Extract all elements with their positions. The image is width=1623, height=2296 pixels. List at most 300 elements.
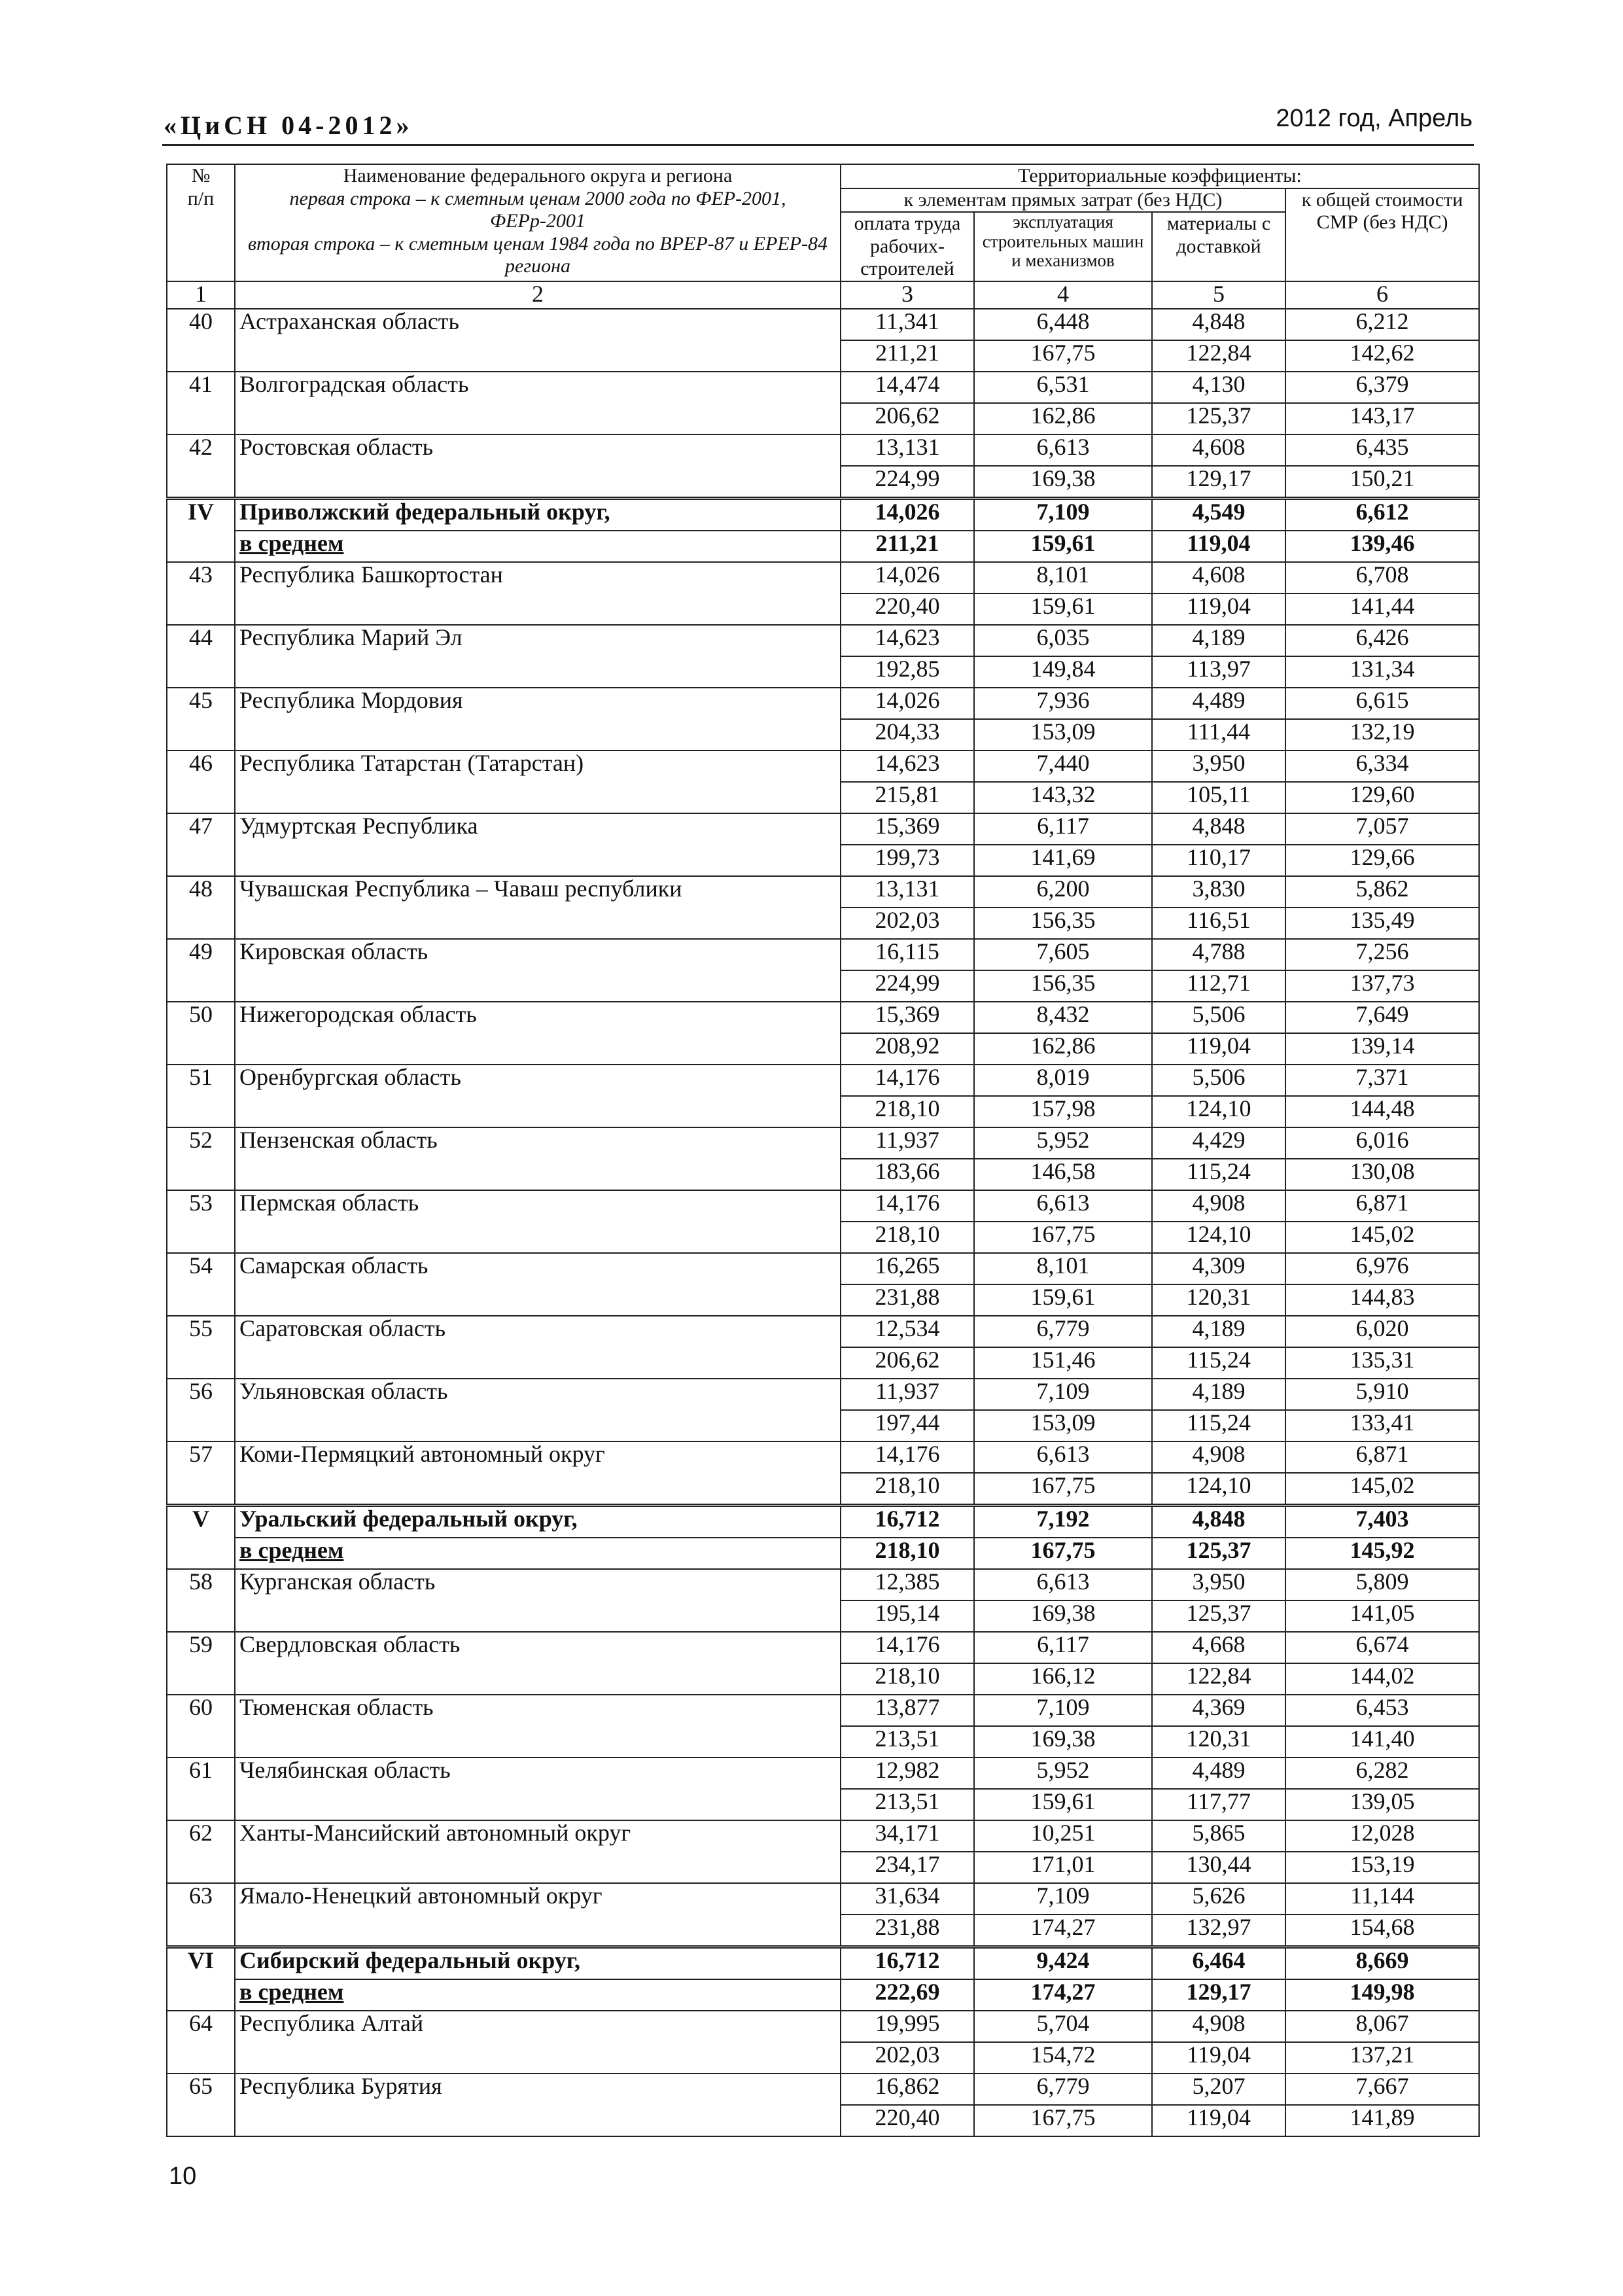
coefficient-cell: 15,369 xyxy=(841,813,974,845)
coefficient-cell: 119,04 xyxy=(1152,593,1285,625)
region-name-cell: Республика Татарстан (Татарстан) xyxy=(235,751,841,813)
region-row-2000-prices xyxy=(167,562,1479,593)
coefficient-cell: 6,448 xyxy=(974,309,1152,340)
row-number-cell: 62 xyxy=(167,1820,235,1883)
coefficient-cell: 8,669 xyxy=(1285,1947,1479,1979)
coefficient-cell: 34,171 xyxy=(841,1820,974,1852)
region-name-cell: Республика Башкортостан xyxy=(235,562,841,625)
coefficient-cell: 137,73 xyxy=(1285,970,1479,1002)
coefficient-cell: 5,865 xyxy=(1152,1820,1285,1852)
coefficient-cell: 169,38 xyxy=(974,466,1152,499)
coefficient-cell: 6,212 xyxy=(1285,309,1479,340)
row-number-cell: 61 xyxy=(167,1757,235,1820)
coefficient-cell: 7,936 xyxy=(974,688,1152,719)
coefficient-cell: 129,17 xyxy=(1152,1979,1285,2011)
coefficient-cell: 208,92 xyxy=(841,1033,974,1065)
coefficient-cell: 19,995 xyxy=(841,2011,974,2042)
coefficient-cell: 162,86 xyxy=(974,403,1152,434)
coefficient-cell: 159,61 xyxy=(974,593,1152,625)
region-name-cell: Коми-Пермяцкий автономный округ xyxy=(235,1441,841,1506)
coefficient-cell: 130,44 xyxy=(1152,1852,1285,1883)
coefficient-cell: 4,848 xyxy=(1152,1505,1285,1538)
row-number-cell: 57 xyxy=(167,1441,235,1506)
coefficient-cell: 222,69 xyxy=(841,1979,974,2011)
region-name-cell: Республика Алтай xyxy=(235,2011,841,2074)
coefficient-cell: 139,05 xyxy=(1285,1789,1479,1820)
coefficient-cell: 122,84 xyxy=(1152,1663,1285,1695)
coefficient-cell: 7,667 xyxy=(1285,2074,1479,2105)
region-name-cell: Ульяновская область xyxy=(235,1379,841,1441)
coefficient-cell: 115,24 xyxy=(1152,1159,1285,1190)
row-number-cell: 47 xyxy=(167,813,235,876)
coefficient-cell: 204,33 xyxy=(841,719,974,751)
coefficient-cell: 16,265 xyxy=(841,1253,974,1284)
coefficient-cell: 218,10 xyxy=(841,1222,974,1253)
coefficient-cell: 11,144 xyxy=(1285,1883,1479,1915)
coefficient-cell: 202,03 xyxy=(841,908,974,939)
coefficient-cell: 167,75 xyxy=(974,1222,1152,1253)
coefficient-cell: 144,02 xyxy=(1285,1663,1479,1695)
coefficient-cell: 8,067 xyxy=(1285,2011,1479,2042)
coefficient-cell: 129,66 xyxy=(1285,845,1479,876)
row-number-cell: 54 xyxy=(167,1253,235,1316)
coefficient-cell: 105,11 xyxy=(1152,782,1285,813)
coefficient-cell: 14,623 xyxy=(841,751,974,782)
column-number-cell: 1 xyxy=(167,281,235,309)
coefficient-cell: 143,17 xyxy=(1285,403,1479,434)
col-header-region xyxy=(235,164,841,281)
coefficient-cell: 159,61 xyxy=(974,531,1152,562)
district-name-suffix-cell: в среднем xyxy=(235,1538,841,1569)
coefficient-cell: 206,62 xyxy=(841,1347,974,1379)
coefficient-cell: 31,634 xyxy=(841,1883,974,1915)
coefficient-cell: 112,71 xyxy=(1152,970,1285,1002)
region-row-2000-prices xyxy=(167,1190,1479,1222)
coefficient-cell: 124,10 xyxy=(1152,1096,1285,1127)
coefficient-cell: 5,862 xyxy=(1285,876,1479,908)
coefficient-cell: 7,605 xyxy=(974,939,1152,970)
district-name-cell: Приволжский федеральный округ, xyxy=(235,498,841,531)
region-row-2000-prices xyxy=(167,1316,1479,1347)
region-row-2000-prices xyxy=(167,751,1479,782)
region-row-2000-prices xyxy=(167,1820,1479,1852)
coefficient-cell: 156,35 xyxy=(974,970,1152,1002)
district-name-suffix-cell: в среднем xyxy=(235,531,841,562)
district-name-cell: Уральский федеральный округ, xyxy=(235,1505,841,1538)
coefficient-cell: 157,98 xyxy=(974,1096,1152,1127)
coefficient-cell: 153,19 xyxy=(1285,1852,1479,1883)
district-row-2000-prices xyxy=(167,1505,1479,1538)
coefficient-cell: 7,649 xyxy=(1285,1002,1479,1033)
coefficient-cell: 171,01 xyxy=(974,1852,1152,1883)
region-row-2000-prices xyxy=(167,1441,1479,1473)
row-number-cell: 50 xyxy=(167,1002,235,1065)
region-name-cell: Ямало-Ненецкий автономный округ xyxy=(235,1883,841,1947)
region-row-2000-prices xyxy=(167,1757,1479,1789)
region-row-2000-prices xyxy=(167,2074,1479,2105)
coefficient-cell: 149,84 xyxy=(974,656,1152,688)
coefficient-cell: 5,506 xyxy=(1152,1065,1285,1096)
col-header-labor: оплата труда рабочих-строителей xyxy=(841,212,974,281)
coefficient-cell: 197,44 xyxy=(841,1410,974,1441)
coefficient-cell: 16,115 xyxy=(841,939,974,970)
district-row-1984-prices xyxy=(167,1538,1479,1569)
region-row-2000-prices xyxy=(167,939,1479,970)
coefficient-cell: 141,40 xyxy=(1285,1726,1479,1757)
coefficient-cell: 119,04 xyxy=(1152,2105,1285,2136)
row-number-cell: 63 xyxy=(167,1883,235,1947)
coefficient-cell: 116,51 xyxy=(1152,908,1285,939)
row-number-cell: 53 xyxy=(167,1190,235,1253)
coefficient-cell: 10,251 xyxy=(974,1820,1152,1852)
coefficient-cell: 153,09 xyxy=(974,719,1152,751)
coefficient-cell: 211,21 xyxy=(841,531,974,562)
coefficient-cell: 4,848 xyxy=(1152,309,1285,340)
district-name-cell: Сибирский федеральный округ, xyxy=(235,1947,841,1979)
coefficient-cell: 12,534 xyxy=(841,1316,974,1347)
col-header-direct-costs: к элементам прямых затрат (без НДС) xyxy=(841,188,1285,213)
coefficient-cell: 231,88 xyxy=(841,1915,974,1947)
coefficient-cell: 5,952 xyxy=(974,1757,1152,1789)
column-numbers-row xyxy=(167,281,1479,309)
coefficient-cell: 231,88 xyxy=(841,1284,974,1316)
coefficient-cell: 9,424 xyxy=(974,1947,1152,1979)
region-name-cell: Астраханская область xyxy=(235,309,841,372)
coefficient-cell: 133,41 xyxy=(1285,1410,1479,1441)
coefficient-cell: 125,37 xyxy=(1152,403,1285,434)
coefficient-cell: 6,117 xyxy=(974,813,1152,845)
coefficient-cell: 4,189 xyxy=(1152,1379,1285,1410)
column-number-cell: 2 xyxy=(235,281,841,309)
coefficient-cell: 16,712 xyxy=(841,1505,974,1538)
coefficient-cell: 192,85 xyxy=(841,656,974,688)
document-code: «ЦиСН 04-2012» xyxy=(164,111,413,140)
coefficient-cell: 143,32 xyxy=(974,782,1152,813)
region-row-2000-prices xyxy=(167,813,1479,845)
coefficient-cell: 7,109 xyxy=(974,498,1152,531)
coefficient-cell: 167,75 xyxy=(974,2105,1152,2136)
coefficient-cell: 115,24 xyxy=(1152,1347,1285,1379)
coefficient-cell: 7,109 xyxy=(974,1695,1152,1726)
coefficient-cell: 137,21 xyxy=(1285,2042,1479,2074)
coefficient-cell: 124,10 xyxy=(1152,1473,1285,1506)
coefficient-cell: 213,51 xyxy=(841,1789,974,1820)
coefficient-cell: 14,176 xyxy=(841,1632,974,1663)
coefficient-cell: 151,46 xyxy=(974,1347,1152,1379)
region-row-2000-prices xyxy=(167,434,1479,466)
coefficient-cell: 6,435 xyxy=(1285,434,1479,466)
row-number-cell: 45 xyxy=(167,688,235,751)
coefficient-cell: 5,952 xyxy=(974,1127,1152,1159)
coefficient-cell: 14,176 xyxy=(841,1441,974,1473)
coefficient-cell: 153,09 xyxy=(974,1410,1152,1441)
row-number-cell: 58 xyxy=(167,1569,235,1632)
coefficient-cell: 166,12 xyxy=(974,1663,1152,1695)
region-name-cell: Волгоградская область xyxy=(235,372,841,434)
region-row-2000-prices xyxy=(167,1065,1479,1096)
col-header-number-line1: № xyxy=(191,165,211,186)
coefficient-cell: 7,192 xyxy=(974,1505,1152,1538)
coefficient-cell: 11,341 xyxy=(841,309,974,340)
col-header-total-cost: к общей стоимости СМР (без НДС) xyxy=(1285,188,1479,281)
row-number-cell: VI xyxy=(167,1947,235,2011)
coefficient-cell: 3,830 xyxy=(1152,876,1285,908)
coefficients-table xyxy=(166,164,1480,2137)
coefficient-cell: 6,615 xyxy=(1285,688,1479,719)
coefficient-cell: 6,613 xyxy=(974,1441,1152,1473)
coefficient-cell: 4,189 xyxy=(1152,625,1285,656)
coefficient-cell: 167,75 xyxy=(974,1538,1152,1569)
coefficient-cell: 125,37 xyxy=(1152,1600,1285,1632)
col-header-coefficients: Территориальные коэффициенты: xyxy=(841,164,1479,188)
coefficient-cell: 5,704 xyxy=(974,2011,1152,2042)
coefficient-cell: 14,026 xyxy=(841,498,974,531)
coefficient-cell: 11,937 xyxy=(841,1127,974,1159)
region-row-2000-prices xyxy=(167,2011,1479,2042)
column-number-cell: 3 xyxy=(841,281,974,309)
region-row-2000-prices xyxy=(167,309,1479,340)
coefficient-cell: 145,02 xyxy=(1285,1473,1479,1506)
coefficient-cell: 144,83 xyxy=(1285,1284,1479,1316)
coefficient-cell: 132,97 xyxy=(1152,1915,1285,1947)
coefficient-cell: 125,37 xyxy=(1152,1538,1285,1569)
coefficient-cell: 162,86 xyxy=(974,1033,1152,1065)
row-number-cell: 64 xyxy=(167,2011,235,2074)
coefficient-cell: 6,035 xyxy=(974,625,1152,656)
coefficient-cell: 7,109 xyxy=(974,1379,1152,1410)
coefficient-cell: 13,131 xyxy=(841,434,974,466)
coefficient-cell: 120,31 xyxy=(1152,1284,1285,1316)
header-divider xyxy=(162,144,1474,146)
coefficient-cell: 211,21 xyxy=(841,340,974,372)
page-number: 10 xyxy=(169,2163,197,2190)
column-number-cell: 6 xyxy=(1285,281,1479,309)
coefficient-cell: 8,101 xyxy=(974,562,1152,593)
row-number-cell: 43 xyxy=(167,562,235,625)
coefficient-cell: 3,950 xyxy=(1152,751,1285,782)
coefficient-cell: 218,10 xyxy=(841,1538,974,1569)
region-row-2000-prices xyxy=(167,1253,1479,1284)
coefficient-cell: 202,03 xyxy=(841,2042,974,2074)
coefficient-cell: 4,369 xyxy=(1152,1695,1285,1726)
coefficient-cell: 8,101 xyxy=(974,1253,1152,1284)
coefficient-cell: 6,674 xyxy=(1285,1632,1479,1663)
coefficient-cell: 195,14 xyxy=(841,1600,974,1632)
coefficient-cell: 110,17 xyxy=(1152,845,1285,876)
region-name-cell: Ростовская область xyxy=(235,434,841,499)
coefficient-cell: 6,117 xyxy=(974,1632,1152,1663)
coefficient-cell: 220,40 xyxy=(841,2105,974,2136)
coefficient-cell: 206,62 xyxy=(841,403,974,434)
coefficient-cell: 113,97 xyxy=(1152,656,1285,688)
coefficient-cell: 115,24 xyxy=(1152,1410,1285,1441)
region-name-cell: Кировская область xyxy=(235,939,841,1002)
coefficient-cell: 14,474 xyxy=(841,372,974,403)
coefficient-cell: 6,976 xyxy=(1285,1253,1479,1284)
coefficient-cell: 4,549 xyxy=(1152,498,1285,531)
coefficient-cell: 7,256 xyxy=(1285,939,1479,970)
district-row-1984-prices xyxy=(167,1979,1479,2011)
region-row-2000-prices xyxy=(167,1569,1479,1600)
coefficient-cell: 129,60 xyxy=(1285,782,1479,813)
coefficient-cell: 7,403 xyxy=(1285,1505,1479,1538)
coefficient-cell: 6,020 xyxy=(1285,1316,1479,1347)
coefficient-cell: 224,99 xyxy=(841,970,974,1002)
coefficient-cell: 4,608 xyxy=(1152,562,1285,593)
coefficient-cell: 6,200 xyxy=(974,876,1152,908)
coefficient-cell: 141,69 xyxy=(974,845,1152,876)
coefficient-cell: 169,38 xyxy=(974,1726,1152,1757)
region-name-cell: Челябинская область xyxy=(235,1757,841,1820)
document-date: 2012 год, Апрель xyxy=(1276,105,1473,132)
row-number-cell: 44 xyxy=(167,625,235,688)
coefficient-cell: 4,608 xyxy=(1152,434,1285,466)
row-number-cell: 48 xyxy=(167,876,235,939)
coefficient-cell: 12,385 xyxy=(841,1569,974,1600)
coefficient-cell: 14,026 xyxy=(841,688,974,719)
coefficient-cell: 14,623 xyxy=(841,625,974,656)
region-name-cell: Республика Бурятия xyxy=(235,2074,841,2136)
coefficient-cell: 4,668 xyxy=(1152,1632,1285,1663)
coefficient-cell: 6,612 xyxy=(1285,498,1479,531)
coefficient-cell: 4,130 xyxy=(1152,372,1285,403)
coefficient-cell: 6,871 xyxy=(1285,1441,1479,1473)
region-name-cell: Республика Мордовия xyxy=(235,688,841,751)
region-row-2000-prices xyxy=(167,876,1479,908)
coefficient-cell: 159,61 xyxy=(974,1284,1152,1316)
coefficient-cell: 156,35 xyxy=(974,908,1152,939)
table-body xyxy=(167,309,1479,2136)
coefficient-cell: 14,176 xyxy=(841,1190,974,1222)
coefficient-cell: 146,58 xyxy=(974,1159,1152,1190)
region-name-cell: Курганская область xyxy=(235,1569,841,1632)
district-row-2000-prices xyxy=(167,1947,1479,1979)
coefficient-cell: 6,531 xyxy=(974,372,1152,403)
region-name-cell: Пензенская область xyxy=(235,1127,841,1190)
coefficient-cell: 6,426 xyxy=(1285,625,1479,656)
region-row-2000-prices xyxy=(167,625,1479,656)
column-number-cell: 4 xyxy=(974,281,1152,309)
coefficient-cell: 119,04 xyxy=(1152,2042,1285,2074)
region-name-cell: Саратовская область xyxy=(235,1316,841,1379)
col-header-number-line2: п/п xyxy=(187,187,215,209)
region-name-cell: Ханты-Мансийский автономный округ xyxy=(235,1820,841,1883)
coefficient-cell: 149,98 xyxy=(1285,1979,1479,2011)
region-row-2000-prices xyxy=(167,1695,1479,1726)
coefficient-cell: 12,982 xyxy=(841,1757,974,1789)
coefficient-cell: 15,369 xyxy=(841,1002,974,1033)
coefficient-cell: 6,282 xyxy=(1285,1757,1479,1789)
coefficient-cell: 234,17 xyxy=(841,1852,974,1883)
region-name-cell: Свердловская область xyxy=(235,1632,841,1695)
coefficient-cell: 135,49 xyxy=(1285,908,1479,939)
coefficient-cell: 8,019 xyxy=(974,1065,1152,1096)
region-name-cell: Оренбургская область xyxy=(235,1065,841,1127)
coefficient-cell: 154,72 xyxy=(974,2042,1152,2074)
coefficient-cell: 14,026 xyxy=(841,562,974,593)
coefficient-cell: 5,626 xyxy=(1152,1883,1285,1915)
coefficient-cell: 6,613 xyxy=(974,434,1152,466)
row-number-cell: 41 xyxy=(167,372,235,434)
coefficient-cell: 167,75 xyxy=(974,1473,1152,1506)
region-row-2000-prices xyxy=(167,1632,1479,1663)
coefficient-cell: 4,908 xyxy=(1152,2011,1285,2042)
col-header-number xyxy=(167,164,235,281)
coefficient-cell: 141,44 xyxy=(1285,593,1479,625)
coefficient-cell: 5,207 xyxy=(1152,2074,1285,2105)
coefficient-cell: 6,334 xyxy=(1285,751,1479,782)
coefficient-cell: 159,61 xyxy=(974,1789,1152,1820)
coefficient-cell: 167,75 xyxy=(974,340,1152,372)
district-row-2000-prices xyxy=(167,498,1479,531)
coefficient-cell: 6,613 xyxy=(974,1569,1152,1600)
row-number-cell: 56 xyxy=(167,1379,235,1441)
coefficient-cell: 139,46 xyxy=(1285,531,1479,562)
region-row-2000-prices xyxy=(167,1379,1479,1410)
district-name-suffix-cell: в среднем xyxy=(235,1979,841,2011)
coefficient-cell: 224,99 xyxy=(841,466,974,499)
coefficient-cell: 154,68 xyxy=(1285,1915,1479,1947)
coefficient-cell: 6,453 xyxy=(1285,1695,1479,1726)
coefficient-cell: 4,908 xyxy=(1152,1441,1285,1473)
row-number-cell: 52 xyxy=(167,1127,235,1190)
coefficient-cell: 119,04 xyxy=(1152,1033,1285,1065)
coefficient-cell: 150,21 xyxy=(1285,466,1479,499)
coefficient-cell: 6,871 xyxy=(1285,1190,1479,1222)
coefficient-cell: 16,712 xyxy=(841,1947,974,1979)
coefficient-cell: 16,862 xyxy=(841,2074,974,2105)
coefficient-cell: 145,92 xyxy=(1285,1538,1479,1569)
col-header-machines: эксплуатация строительных машин и механизмов xyxy=(974,212,1152,281)
coefficient-cell: 199,73 xyxy=(841,845,974,876)
coefficient-cell: 218,10 xyxy=(841,1663,974,1695)
coefficient-cell: 7,057 xyxy=(1285,813,1479,845)
coefficient-cell: 6,016 xyxy=(1285,1127,1479,1159)
coefficient-cell: 169,38 xyxy=(974,1600,1152,1632)
coefficient-cell: 135,31 xyxy=(1285,1347,1479,1379)
region-name-cell: Самарская область xyxy=(235,1253,841,1316)
coefficient-cell: 6,379 xyxy=(1285,372,1479,403)
row-number-cell: 55 xyxy=(167,1316,235,1379)
coefficient-cell: 183,66 xyxy=(841,1159,974,1190)
coefficient-cell: 124,10 xyxy=(1152,1222,1285,1253)
coefficient-cell: 111,44 xyxy=(1152,719,1285,751)
coefficient-cell: 6,779 xyxy=(974,1316,1152,1347)
coefficient-cell: 4,189 xyxy=(1152,1316,1285,1347)
coefficient-cell: 13,131 xyxy=(841,876,974,908)
row-number-cell: IV xyxy=(167,498,235,562)
col-header-region-first-line: первая строка – к сметным ценам 2000 года по ФЕР-2001, ФЕРр-2001 xyxy=(289,187,786,232)
coefficient-cell: 139,14 xyxy=(1285,1033,1479,1065)
coefficient-cell: 215,81 xyxy=(841,782,974,813)
coefficient-cell: 122,84 xyxy=(1152,340,1285,372)
region-row-2000-prices xyxy=(167,1002,1479,1033)
row-number-cell: V xyxy=(167,1505,235,1569)
coefficient-cell: 7,440 xyxy=(974,751,1152,782)
coefficient-cell: 218,10 xyxy=(841,1473,974,1506)
coefficient-cell: 4,429 xyxy=(1152,1127,1285,1159)
coefficient-cell: 145,02 xyxy=(1285,1222,1479,1253)
coefficient-cell: 174,27 xyxy=(974,1979,1152,2011)
row-number-cell: 42 xyxy=(167,434,235,499)
col-header-region-title: Наименование федерального округа и региона xyxy=(343,165,733,186)
region-name-cell: Нижегородская область xyxy=(235,1002,841,1065)
region-row-2000-prices xyxy=(167,1127,1479,1159)
col-header-materials: материалы с доставкой xyxy=(1152,212,1285,281)
coefficient-cell: 4,848 xyxy=(1152,813,1285,845)
coefficient-cell: 6,779 xyxy=(974,2074,1152,2105)
region-name-cell: Пермская область xyxy=(235,1190,841,1253)
